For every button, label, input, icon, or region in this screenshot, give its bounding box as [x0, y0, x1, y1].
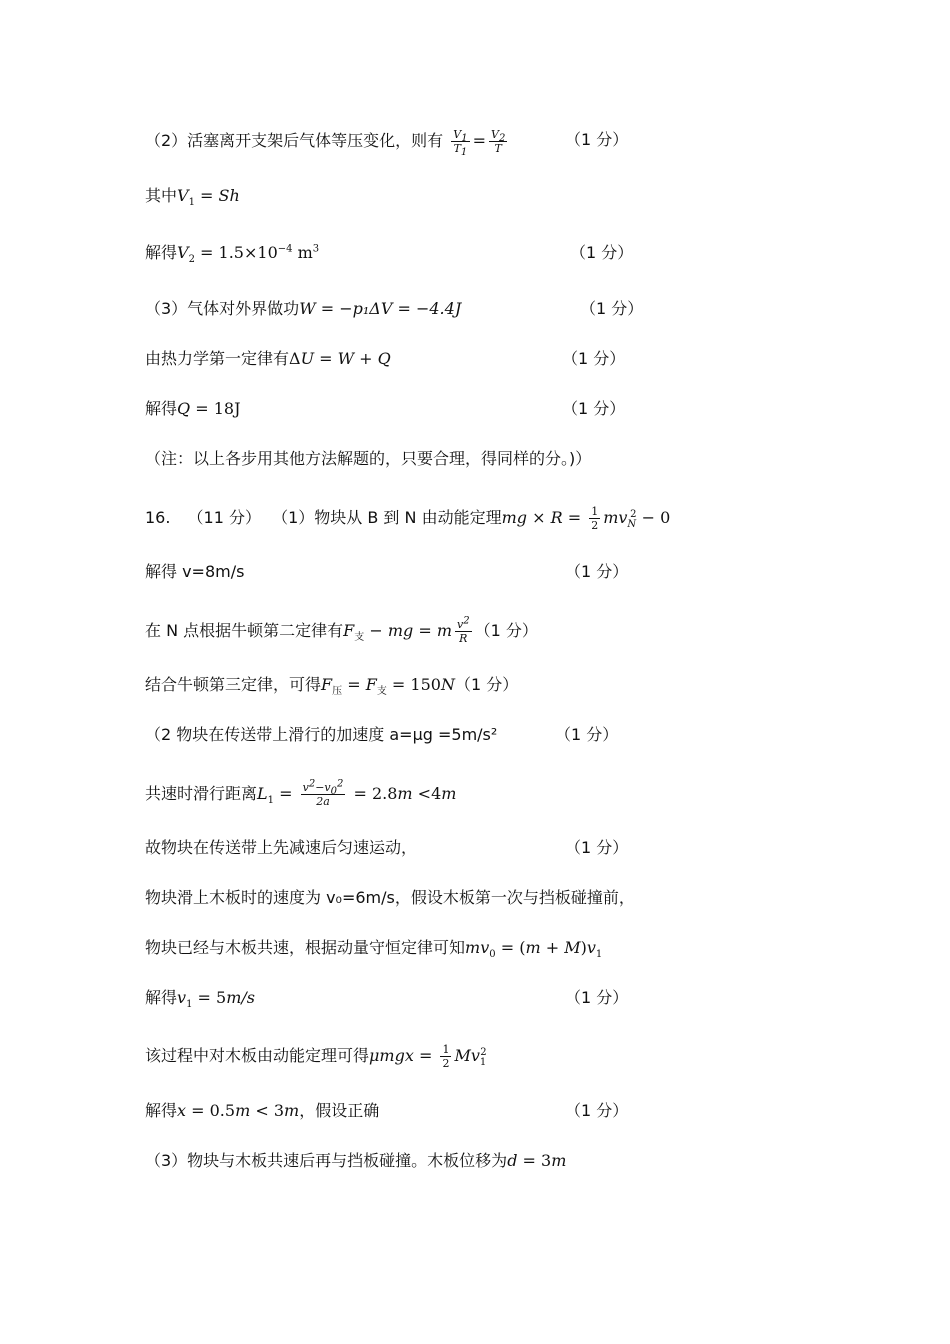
- score-1: （1 分）: [565, 130, 629, 149]
- line-board-speed: 物块滑上木板时的速度为 v₀=6m/s，假设木板第一次与挡板碰撞前，: [145, 888, 635, 907]
- line-v1-result: 解得$v_1 = 5m/s$: [145, 988, 255, 1011]
- score-10: （1 分）: [565, 1101, 629, 1120]
- question-points: （11 分）: [187, 508, 261, 527]
- line-energy-board: 该过程中对木板由动能定理可得μmgx = $\frac{1}{2}$ $Mv_1^2$: [145, 1043, 487, 1070]
- line-newton-2: 在 N 点根据牛顿第二定律有$F_支$ − mg = m $\frac{v^2}{R}$ （1 分）: [145, 615, 538, 645]
- fraction-v1-t1: $\frac{V_1}{T_1}$: [453, 128, 468, 159]
- fraction-v2-t: $\frac{V_2}{T}$: [491, 128, 506, 155]
- line-v1: 其中$V_1 = Sh$: [145, 186, 240, 209]
- line-x-result: 解得x = 0.5m < 3m，假设正确: [145, 1101, 380, 1120]
- line-distance: 共速时滑行距离$L_1$ = $\frac{v^2-v_0^2}{2a}$ = 2.8m <4m: [145, 778, 457, 808]
- line-motion: 故物块在传送带上先减速后匀速运动，: [145, 838, 418, 857]
- score-7: （1 分）: [555, 725, 619, 744]
- score-2: （1 分）: [570, 243, 634, 262]
- line-board-displacement: （3）物块与木板共速后再与挡板碰撞。木板位移为d = 3m: [145, 1151, 567, 1170]
- line-momentum: 物块已经与木板共速，根据动量守恒定律可知$mv_0 = (m + M)v_1$: [145, 938, 603, 961]
- score-4: （1 分）: [562, 349, 626, 368]
- work-equation: W = −p₁ΔV = −4.4J: [299, 299, 462, 318]
- score-3: （1 分）: [580, 299, 644, 318]
- note-text: （注：以上各步用其他方法解题的，只要合理，得同样的分。)）: [145, 449, 592, 468]
- line-acceleration: （2 物块在传送带上滑行的加速度 a=μg =5m/s²: [145, 725, 498, 744]
- line-work: （3）气体对外界做功W = −p₁ΔV = −4.4J: [145, 299, 462, 318]
- line-newton-3: 结合牛顿第三定律，可得$F_压 = F_支 = 150N(1$ 分）: [145, 675, 519, 698]
- score-9: （1 分）: [565, 988, 629, 1007]
- line-isobaric: （2）活塞离开支架后气体等压变化，则有 $\frac{V_1}{T_1}$ = $\frac{V_2}{T}$: [145, 128, 506, 159]
- question-number: 16.: [145, 508, 171, 527]
- score-6: （1 分）: [565, 562, 629, 581]
- line-velocity: 解得 v=8m/s: [145, 562, 245, 581]
- line-q16: 16. （11 分） （1）物块从 B 到 N 由动能定理mg × R = $\frac{1}{2}$ $mv_N^2 - 0$: [145, 505, 671, 532]
- score-8: （1 分）: [565, 838, 629, 857]
- line-first-law: 由热力学第一定律有ΔU = W + Q: [145, 349, 391, 368]
- score-5: （1 分）: [562, 399, 626, 418]
- line-v2-result: 解得$V_2 = 1.5\times 10^{-4}$ $m^3$: [145, 243, 320, 266]
- line-q-result: 解得Q = 18J: [145, 399, 241, 418]
